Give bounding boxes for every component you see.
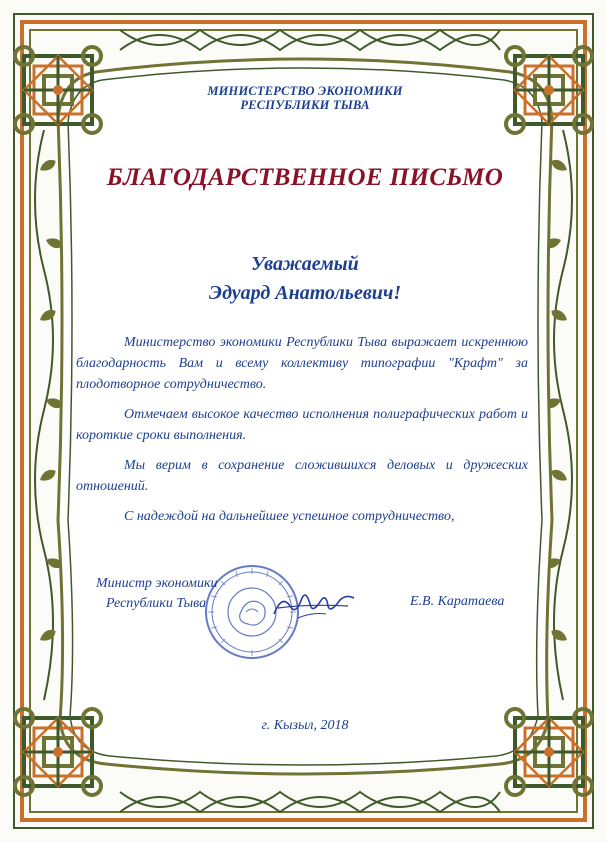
issuer-line-2: РЕСПУБЛИКИ ТЫВА — [240, 98, 370, 112]
signer-position — [96, 574, 256, 614]
paragraph-relations: Мы верим в сохранение сложившихся деловых и дружеских отношений. — [76, 458, 528, 494]
issuer-line-1: МИНИСТЕРСТВО ЭКОНОМИКИ — [207, 84, 403, 98]
signature-icon — [268, 584, 358, 624]
greeting-line-1: Уважаемый — [251, 253, 359, 275]
paragraph-gratitude: Министерство экономики Республики Тыва выражает искреннюю благодарность Вам и всему коллективу типографии "Крафт" за плодотворное сотрудничество. — [76, 335, 528, 392]
closing-line: С надеждой на дальнейшее успешное сотрудничество, — [124, 509, 455, 524]
greeting-line-2: Эдуард Анатольевич! — [208, 282, 402, 304]
document-title: БЛАГОДАРСТВЕННОЕ ПИСЬМО — [106, 164, 504, 191]
signer-position-line-1: Министр экономики — [96, 576, 218, 591]
paragraph-quality: Отмечаем высокое качество исполнения полиграфических работ и короткие сроки выполнения. — [76, 407, 528, 443]
signer-position-line-2: Республики Тыва — [106, 596, 207, 611]
signer-name: Е.В. Каратаева — [410, 594, 505, 609]
place-and-date: г. Кызыл, 2018 — [261, 718, 349, 733]
issuer-header — [150, 84, 460, 112]
letter-body — [76, 332, 528, 536]
greeting — [150, 250, 460, 308]
